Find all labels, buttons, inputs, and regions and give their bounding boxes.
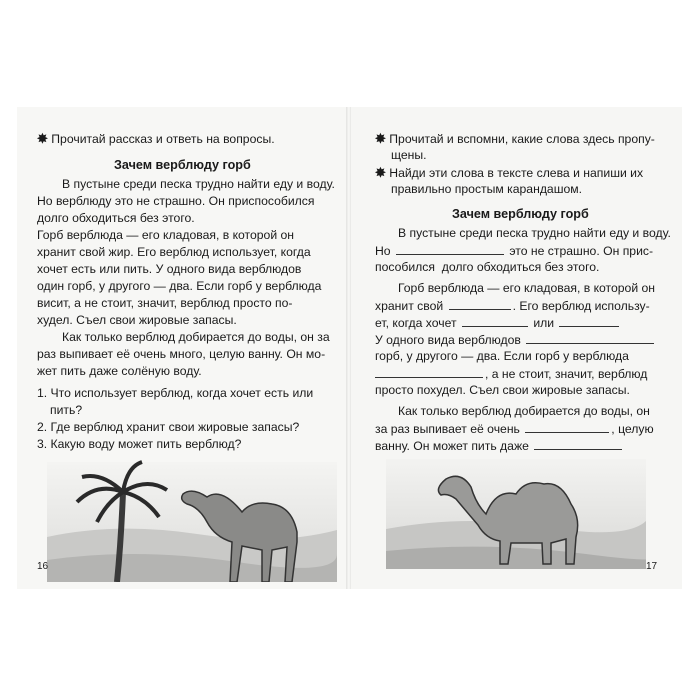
story-line: хранит свой жир. Его верблюд использует, когда xyxy=(37,245,311,259)
text-line: горб, у другого — два. Если горб у верблюда xyxy=(375,349,629,363)
text-line: , а не стоит, значит, верблюд xyxy=(375,365,647,383)
fill-blank[interactable] xyxy=(559,314,619,327)
question: пить? xyxy=(50,403,83,417)
text-line: Но это не страшно. Он прис- xyxy=(375,244,654,258)
story-line: Но верблюду это не страшно. Он приспособился xyxy=(37,194,315,208)
desert-camel-illustration xyxy=(47,442,337,582)
story-line: один горб, у другого — два. Если горб у верблюда xyxy=(37,279,322,293)
instruction: ✸ Найди эти слова в тексте слева и напиши их xyxy=(375,165,644,180)
instruction: ✸ Прочитай и вспомни, какие слова здесь пропу- xyxy=(375,131,655,146)
fill-blank[interactable] xyxy=(375,365,483,378)
text-line: за раз выпивает её очень , целую xyxy=(375,422,654,436)
instruction-text: Прочитай рассказ и ответь на вопросы. xyxy=(51,132,275,146)
text-line: В пустыне среди песка трудно найти еду и воду. xyxy=(398,226,671,240)
fill-blank[interactable] xyxy=(525,420,609,433)
fill-blank[interactable] xyxy=(449,297,511,310)
page-number: 17 xyxy=(646,561,658,572)
text-line: пособился долго обходиться без этого. xyxy=(375,260,600,274)
story-line: худел. Съел свои жировые запасы. xyxy=(37,313,237,327)
star-icon: ✸ xyxy=(37,131,48,146)
page-number: 16 xyxy=(37,561,49,572)
star-icon: ✸ xyxy=(375,131,386,146)
instruction: правильно простым карандашом. xyxy=(391,182,583,196)
instruction: щены. xyxy=(391,148,427,162)
fill-blank[interactable] xyxy=(462,314,528,327)
fill-blank[interactable] xyxy=(534,437,622,450)
story-line: висит, а не стоит, значит, верблюд просто по- xyxy=(37,296,293,310)
bactrian-camel-illustration xyxy=(386,459,646,569)
story-title: Зачем верблюду горб xyxy=(114,158,251,172)
question: 2. Где верблюд хранит свои жировые запасы? xyxy=(37,420,300,434)
question: 1. Что использует верблюд, когда хочет есть или xyxy=(37,386,314,400)
text-line: ет, когда хочет или xyxy=(375,314,621,332)
text-line: Как только верблюд добирается до воды, он xyxy=(398,404,650,418)
story-line: раз выпивает её очень много, целую ванну. Он мо- xyxy=(37,347,326,361)
text-line: У одного вида верблюдов xyxy=(375,331,656,349)
story-line: хочет есть или пить. У одного вида верблюдов xyxy=(37,262,302,276)
star-icon: ✸ xyxy=(375,165,386,180)
story-title: Зачем верблюду горб xyxy=(452,207,589,221)
right-page xyxy=(351,107,682,589)
instruction xyxy=(37,130,275,148)
left-page xyxy=(17,107,347,589)
fill-blank[interactable] xyxy=(526,331,654,344)
story-line: долго обходиться без этого. xyxy=(37,211,195,225)
story-line: В пустыне среди песка трудно найти еду и воду. xyxy=(62,177,335,191)
fill-blank[interactable] xyxy=(396,242,504,255)
story-line: Как только верблюд добирается до воды, он за xyxy=(62,330,330,344)
text-line: Горб верблюда — его кладовая, в которой он xyxy=(398,281,656,295)
text-line: ванну. Он может пить даже xyxy=(375,437,624,455)
text-line: просто похудел. Съел свои жировые запасы. xyxy=(375,383,630,397)
story-line: Горб верблюда — его кладовая, в которой он xyxy=(37,228,295,242)
story-line: жет пить даже солёную воду. xyxy=(37,364,202,378)
question: 3. Какую воду может пить верблюд? xyxy=(37,437,242,451)
text-line: хранит свой . Его верблюд использу- xyxy=(375,299,650,313)
